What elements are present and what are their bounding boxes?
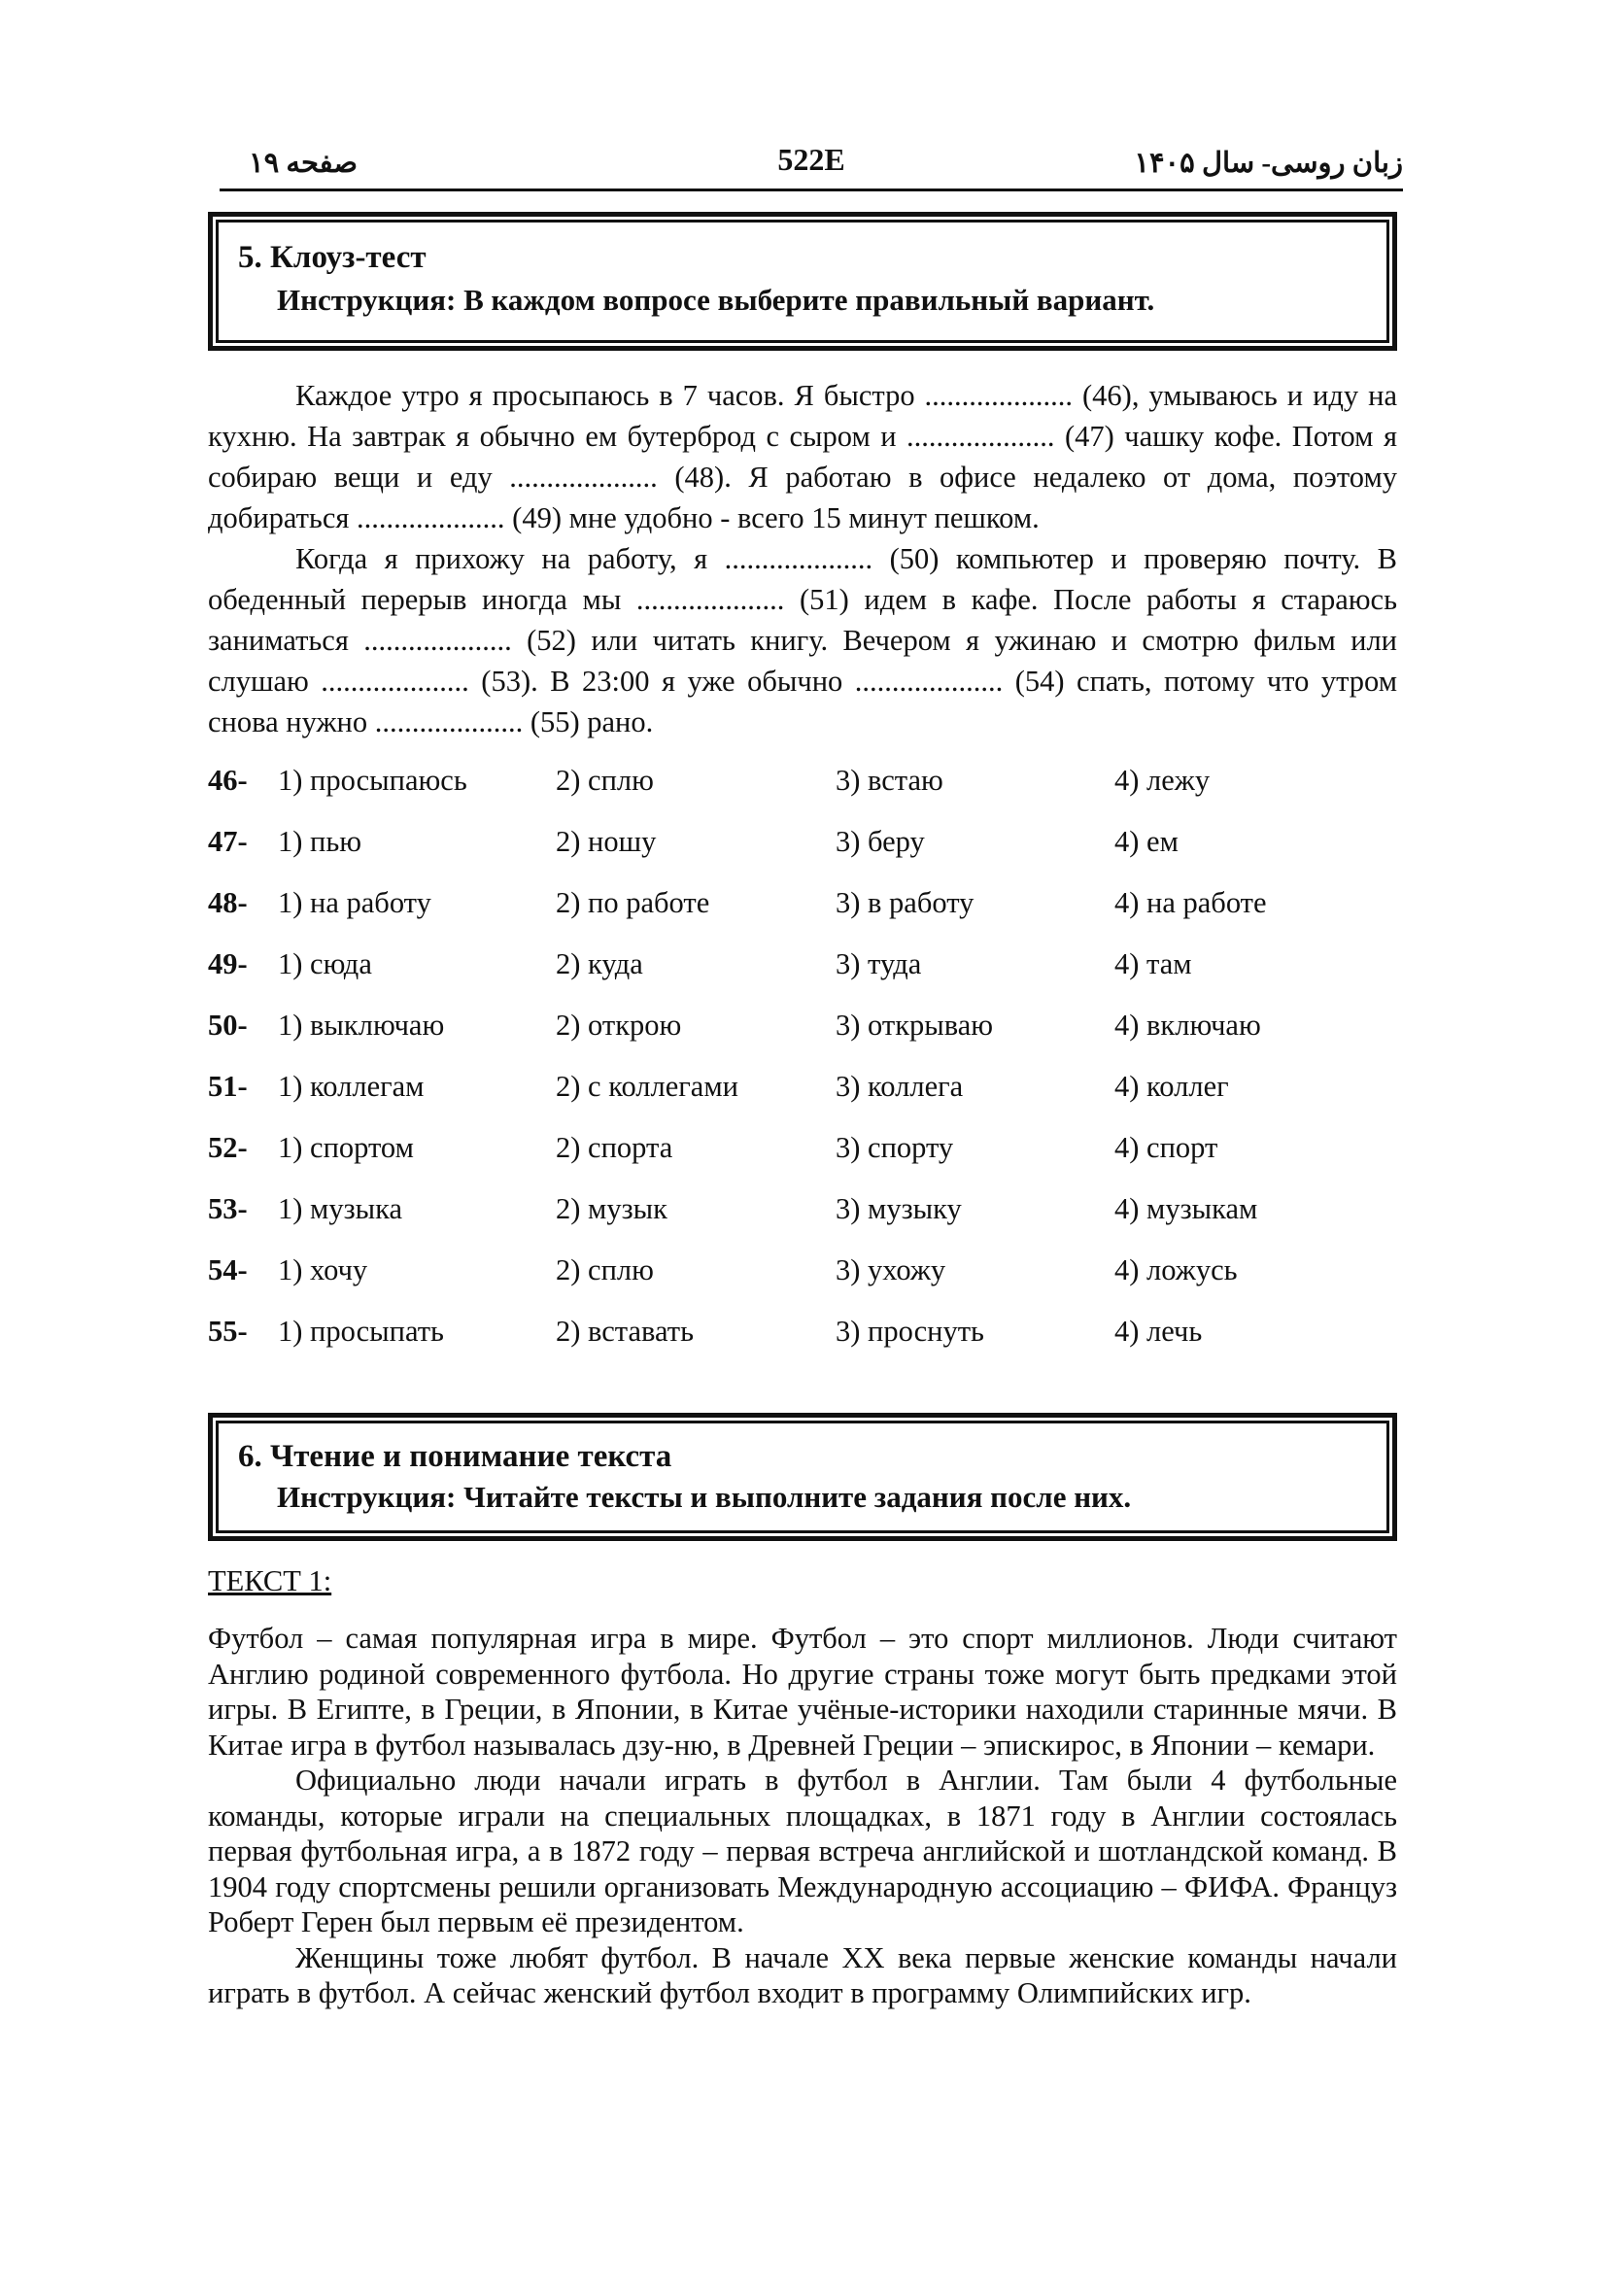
option: 3) беру xyxy=(836,825,925,858)
section-6-instruction: Инструкция: Читайте тексты и выполните задания после них. xyxy=(277,1480,1132,1514)
question-row xyxy=(208,1315,1397,1376)
question-row xyxy=(208,764,1397,825)
option: 1) пью xyxy=(278,825,362,858)
cloze-text xyxy=(208,375,1397,742)
option: 2) ношу xyxy=(556,825,657,858)
option: 4) ем xyxy=(1114,825,1179,858)
question-row xyxy=(208,1009,1397,1070)
option: 1) на работу xyxy=(278,886,431,919)
option: 3) коллега xyxy=(836,1070,964,1103)
option: 2) открою xyxy=(556,1009,682,1042)
option: 3) встаю xyxy=(836,764,943,797)
option: 2) сплю xyxy=(556,1253,654,1286)
option: 2) музык xyxy=(556,1192,667,1225)
reading-text-1 xyxy=(208,1621,1397,2011)
option: 4) музыкам xyxy=(1114,1192,1258,1225)
option: 4) спорт xyxy=(1114,1131,1218,1164)
page-header xyxy=(220,138,1403,191)
option: 3) туда xyxy=(836,947,922,980)
reading-paragraph: Официально люди начали играть в футбол в Англии. Там были 4 футбольные команды, которые играли на специальных площадках, в 1871 году в Англии состоялась первая футбольная игра, а в 1872 году – первая встреча английской и шотландской команд. В 1904 году спортсмены решили организовать Международную ассоциацию – ФИФА. Француз Роберт Герен был первым её президентом. xyxy=(208,1764,1397,1938)
question-row xyxy=(208,1131,1397,1192)
option: 1) выключаю xyxy=(278,1009,445,1042)
question-number: 50- xyxy=(208,1009,248,1042)
option: 2) спорта xyxy=(556,1131,673,1164)
option: 2) куда xyxy=(556,947,643,980)
option: 1) хочу xyxy=(278,1253,368,1286)
subject-year: زبان روسی- سال ۱۴۰۵ xyxy=(1134,148,1403,179)
text-1-title: ТЕКСТ 1: xyxy=(208,1564,332,1597)
exam-code: 522E xyxy=(777,142,845,177)
question-number: 54- xyxy=(208,1253,248,1286)
question-number: 53- xyxy=(208,1192,248,1225)
option: 1) просыпать xyxy=(278,1315,444,1348)
reading-paragraph: Женщины тоже любят футбол. В начале XX века первые женские команды начали играть в футбол. А сейчас женский футбол входит в программу Олимпийских игр. xyxy=(208,1940,1397,2009)
cloze-paragraph: Каждое утро я просыпаюсь в 7 часов. Я быстро .................... (46), умываюсь и иду на кухню. На завтрак я обычно ем бутерброд с сыром и .................... (47) чашку кофе. Потом я собираю вещи и еду .................... (48). Я работаю в офисе недалеко от дома, поэтому добираться .................... (49) мне удобно - всего 15 минут пешком. xyxy=(208,379,1397,534)
question-number: 47- xyxy=(208,825,248,858)
option: 4) коллег xyxy=(1114,1070,1229,1103)
question-row xyxy=(208,1253,1397,1315)
option: 1) сюда xyxy=(278,947,372,980)
option: 4) лечь xyxy=(1114,1315,1203,1348)
cloze-paragraph: Когда я прихожу на работу, я .................... (50) компьютер и проверяю почту. В обеденный перерыв иногда мы .................... (51) идем в кафе. После работы я стараюсь заниматься .................... (52) или читать книгу. Вечером я ужинаю и смотрю фильм или слушаю .................... (53). В 23:00 я уже обычно .................... (54) спать, потому что утром снова нужно .................... (55) рано. xyxy=(208,542,1397,738)
question-row xyxy=(208,947,1397,1009)
option: 4) включаю xyxy=(1114,1009,1261,1042)
option: 3) открываю xyxy=(836,1009,994,1042)
section-5-title: 5. Клоуз-тест xyxy=(238,240,427,275)
section-6-title: 6. Чтение и понимание текста xyxy=(238,1439,672,1474)
option: 1) просыпаюсь xyxy=(278,764,467,797)
option: 3) в работу xyxy=(836,886,974,919)
option: 4) лежу xyxy=(1114,764,1211,797)
question-options xyxy=(208,764,1397,1376)
question-number: 51- xyxy=(208,1070,248,1103)
section-5-box xyxy=(208,212,1397,351)
option: 2) вставать xyxy=(556,1315,695,1348)
question-number: 48- xyxy=(208,886,248,919)
option: 2) сплю xyxy=(556,764,654,797)
question-number: 55- xyxy=(208,1315,248,1348)
option: 3) спорту xyxy=(836,1131,954,1164)
question-row xyxy=(208,1192,1397,1253)
option: 3) музыку xyxy=(836,1192,962,1225)
question-row xyxy=(208,1070,1397,1131)
option: 3) проснуть xyxy=(836,1315,984,1348)
question-number: 52- xyxy=(208,1131,248,1164)
question-number: 46- xyxy=(208,764,248,797)
option: 4) на работе xyxy=(1114,886,1267,919)
question-row xyxy=(208,886,1397,947)
option: 2) с коллегами xyxy=(556,1070,738,1103)
question-number: 49- xyxy=(208,947,248,980)
option: 4) ложусь xyxy=(1114,1253,1238,1286)
section-6-box xyxy=(208,1413,1397,1541)
section-5-instruction: Инструкция: В каждом вопросе выберите правильный вариант. xyxy=(277,283,1155,317)
option: 4) там xyxy=(1114,947,1192,980)
option: 3) ухожу xyxy=(836,1253,946,1286)
option: 1) музыка xyxy=(278,1192,403,1225)
question-row xyxy=(208,825,1397,886)
option: 1) коллегам xyxy=(278,1070,425,1103)
reading-paragraph: Футбол – самая популярная игра в мире. Футбол – это спорт миллионов. Люди считают Англию родиной современного футбола. Но другие страны тоже могут быть предками этой игры. В Египте, в Греции, в Японии, в Китае учёные-историки находили старинные мячи. В Китае игра в футбол называлась дзу-ню, в Древней Греции – эпискирос, в Японии – кемари. xyxy=(208,1622,1397,1762)
option: 1) спортом xyxy=(278,1131,414,1164)
option: 2) по работе xyxy=(556,886,710,919)
page-number: صفحه ۱۹ xyxy=(249,148,358,179)
